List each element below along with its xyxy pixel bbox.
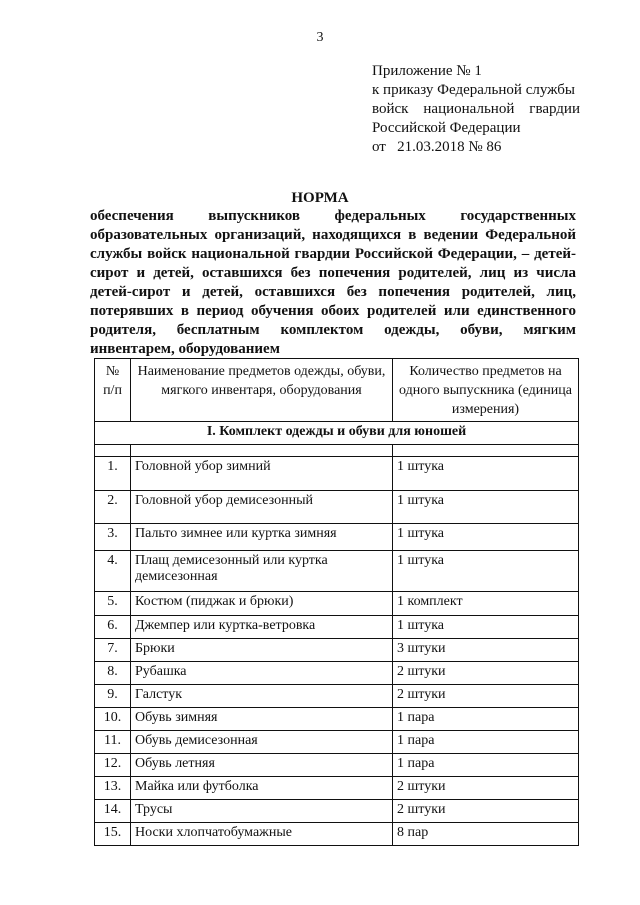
cell-name: Костюм (пиджак и брюки) [131, 592, 393, 616]
cell-name: Обувь летняя [131, 754, 393, 777]
cell-qty: 1 штука [393, 616, 579, 639]
norma-line: инвентарем, оборудованием [90, 341, 280, 357]
cell-name: Обувь демисезонная [131, 731, 393, 754]
norma-line: родителя, бесплатным комплектом одежды, обуви, мягким [90, 322, 576, 338]
cell-name: Обувь зимняя [131, 708, 393, 731]
cell-num: 5. [95, 592, 131, 616]
cell-num: 2. [95, 491, 131, 524]
page-number: 3 [316, 30, 324, 45]
cell-num: 9. [95, 685, 131, 708]
norma-title: НОРМА [291, 190, 349, 206]
norma-line: сирот и детей, оставшихся без попечения родителей, лиц из числа [90, 265, 576, 281]
cell-name: Головной убор демисезонный [131, 491, 393, 524]
header-name: Наименование предметов одежды, обуви, мягкого инвентаря, оборудования [131, 359, 393, 422]
table-row [95, 777, 579, 800]
table-header-row [95, 359, 579, 422]
norma-line: потерявших в период обучения обоих родителей или единственного [90, 303, 576, 319]
norma-line: образовательных организаций, находящихся в ведении Федеральной [90, 227, 576, 243]
cell-qty: 1 штука [393, 524, 579, 551]
cell-qty: 2 штуки [393, 777, 579, 800]
cell-num: 14. [95, 800, 131, 823]
cell-qty: 2 штуки [393, 685, 579, 708]
cell-num: 1. [95, 457, 131, 491]
header-qty: Количество предметов на одного выпускника (единица измерения) [393, 359, 579, 422]
table-row [95, 592, 579, 616]
table-row [95, 731, 579, 754]
cell-name: Трусы [131, 800, 393, 823]
appendix-block [372, 62, 612, 157]
cell-name: Майка или футболка [131, 777, 393, 800]
cell-name: Рубашка [131, 662, 393, 685]
spacer-row [95, 445, 579, 457]
cell-qty: 2 штуки [393, 800, 579, 823]
cell-name: Головной убор зимний [131, 457, 393, 491]
section-title: I. Комплект одежды и обуви для юношей [95, 422, 579, 445]
table-row [95, 685, 579, 708]
header-num: № п/п [95, 359, 131, 422]
cell-name: Плащ демисезонный или куртка демисезонная [131, 551, 393, 592]
norma-line: службы войск национальной гвардии Российской Федерации, – детей- [90, 246, 576, 262]
table-row [95, 708, 579, 731]
cell-qty: 3 штуки [393, 639, 579, 662]
cell-num: 7. [95, 639, 131, 662]
cell-num: 15. [95, 823, 131, 846]
cell-name: Джемпер или куртка-ветровка [131, 616, 393, 639]
cell-qty: 1 штука [393, 551, 579, 592]
table-row [95, 662, 579, 685]
cell-qty: 1 штука [393, 491, 579, 524]
cell-name: Носки хлопчатобумажные [131, 823, 393, 846]
appendix-line: Российской Федерации [372, 120, 521, 136]
norma-description [90, 207, 576, 359]
norma-line: обеспечения выпускников федеральных государственных [90, 208, 576, 224]
appendix-word: войск [372, 101, 409, 117]
cell-num: 4. [95, 551, 131, 592]
appendix-line: Приложение № 1 [372, 63, 482, 79]
cell-qty: 1 пара [393, 708, 579, 731]
norma-line: детей-сирот и детей, оставшихся без попечения родителей, лиц, [90, 284, 576, 300]
cell-name: Брюки [131, 639, 393, 662]
cell-qty: 1 штука [393, 457, 579, 491]
appendix-word: гвардии [529, 101, 580, 117]
cell-qty: 1 пара [393, 754, 579, 777]
appendix-line: к приказу Федеральной службы [372, 82, 576, 98]
cell-qty: 8 пар [393, 823, 579, 846]
cell-num: 6. [95, 616, 131, 639]
appendix-line [372, 100, 580, 119]
cell-name: Пальто зимнее или куртка зимняя [131, 524, 393, 551]
cell-num: 8. [95, 662, 131, 685]
cell-name: Галстук [131, 685, 393, 708]
table-row [95, 551, 579, 592]
section-row [95, 422, 579, 445]
table-row [95, 639, 579, 662]
cell-num: 10. [95, 708, 131, 731]
table-row [95, 491, 579, 524]
cell-qty: 2 штуки [393, 662, 579, 685]
cell-num: 12. [95, 754, 131, 777]
table-row [95, 823, 579, 846]
cell-num: 3. [95, 524, 131, 551]
norma-table [94, 358, 579, 846]
cell-qty: 1 пара [393, 731, 579, 754]
appendix-line: от 21.03.2018 № 86 [372, 139, 502, 155]
cell-num: 11. [95, 731, 131, 754]
appendix-word: национальной [423, 101, 515, 117]
cell-qty: 1 комплект [393, 592, 579, 616]
table-row [95, 800, 579, 823]
cell-num: 13. [95, 777, 131, 800]
table-row [95, 524, 579, 551]
table-row [95, 616, 579, 639]
table-row [95, 754, 579, 777]
table-row [95, 457, 579, 491]
